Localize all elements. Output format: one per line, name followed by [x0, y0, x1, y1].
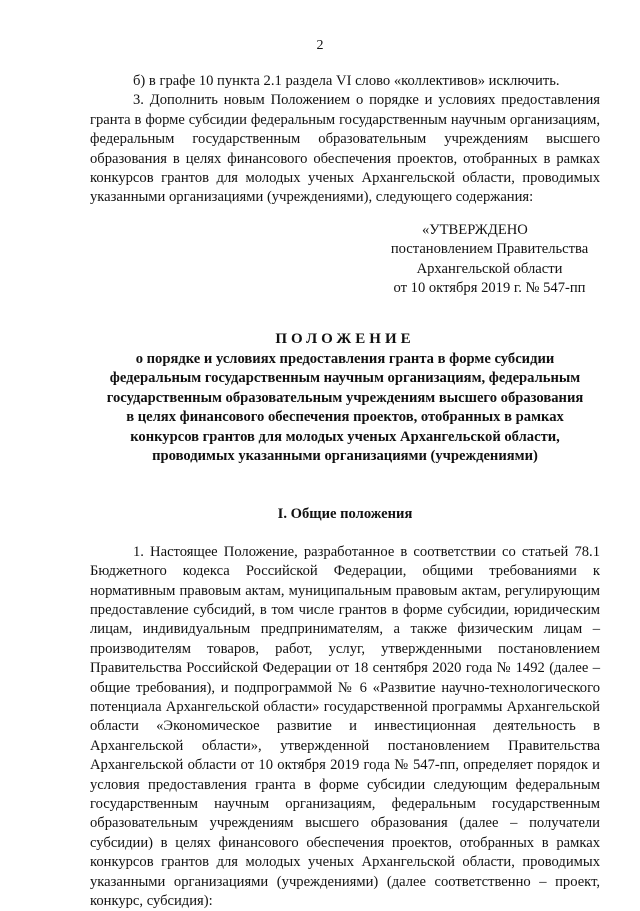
document-subtitle: о порядке и условиях предоставления гранта в форме субсидии федеральным государственным научным организациям, федеральным государственным образовательным учреждениям высшего образования в целях финансового обеспечения проектов, отобранных в рамках конкурсов грантов для молодых ученых Архангельской области, проводимых указанными организациями (учреждениями) — [106, 350, 584, 464]
section-heading: I. Общие положения — [277, 506, 413, 523]
amendment-paragraph-3: 3. Дополнить новым Положением о порядке и условиях предоставления гранта в форме субсидии федеральным государственным научным организациям, федеральным государственным образовательным учреждениям высшего образования в целях финансового обеспечения проектов, отобранных в рамках конкурсов грантов для молодых ученых Архангельской области, проводимых указанными организациями (учреждениями), следующего содержания: — [90, 92, 600, 206]
page-content — [90, 72, 600, 911]
document-title: ПОЛОЖЕНИЕ — [275, 331, 415, 348]
amendment-paragraph-b: б) в графе 10 пункта 2.1 раздела VI слово «коллективов» исключить. — [133, 73, 560, 89]
approval-line-region: Архангельской области — [416, 260, 563, 277]
approval-line-approved: «УТВЕРЖДЕНО — [422, 221, 528, 238]
approval-stamp — [372, 221, 607, 299]
approval-line-authority: постановлением Правительства — [390, 241, 589, 258]
approval-line-date-number: от 10 октября 2019 г. № 547-пп — [393, 280, 586, 297]
section-paragraph-1: 1. Настоящее Положение, разработанное в соответствии со статьей 78.1 Бюджетного кодекса Российской Федерации, общими требованиями к нормативным правовым актам, муниципальным правовым актам, регулирующим предоставление субсидий, в том числе грантов в форме субсидии, юридическим лицам, индивидуальным предпринимателям, а также физическим лицам – производителям товаров, работ, услуг, утвержденными постановлением Правительства Российской Федерации от 18 сентября 2020 года № 1492 (далее – общие требования), и подпрограммой № 6 «Развитие научно-технологического потенциала Архангельской области» государственной программы Архангельской области «Экономическое развитие и инвестиционная деятельность в Архангельской области», утвержденной постановлением Правительства Архангельской области от 10 октября 2019 года № 547-пп, определяет порядок и условия предоставления гранта в форме субсидии следующим федеральным государственным научным организациям, федеральным государственным образовательным учреждениям высшего образования (далее – получатели субсидии) в целях финансового обеспечения проектов, отобранных в рамках конкурсов грантов для молодых ученых Архангельской области, проводимых указанными организациями (учреждениями) (далее соответственно – проект, конкурс, субсидия): — [90, 543, 600, 910]
page-number: 2 — [316, 38, 324, 53]
